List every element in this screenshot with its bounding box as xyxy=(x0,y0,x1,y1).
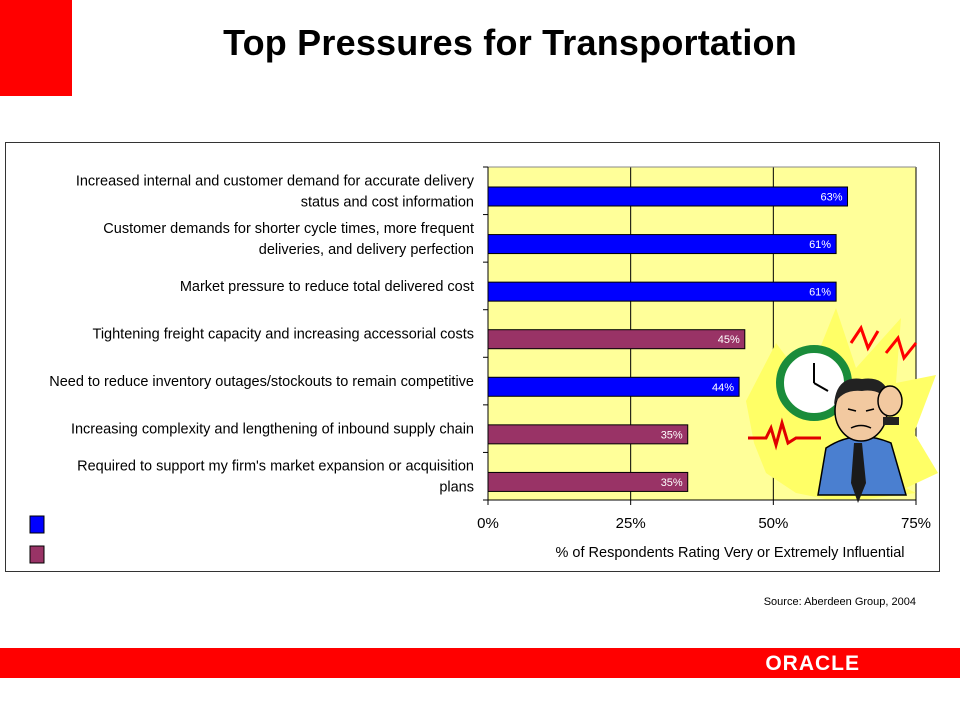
category-label: Need to reduce inventory outages/stockouts to remain competitive xyxy=(49,374,474,391)
slide-title: Top Pressures for Transportation xyxy=(223,22,797,63)
source-note: Source: Aberdeen Group, 2004 xyxy=(763,596,916,608)
bar xyxy=(488,282,836,301)
man-watch xyxy=(883,417,899,425)
bar xyxy=(488,472,688,491)
bar-value-label: 35% xyxy=(660,476,683,489)
bar-chart xyxy=(6,143,941,573)
bar xyxy=(488,425,688,444)
chart-frame xyxy=(5,142,940,572)
legend xyxy=(30,516,44,563)
category-label: Customer demands for shorter cycle times, more frequent xyxy=(103,220,474,237)
x-tick-label: 0% xyxy=(477,515,499,532)
bar-value-label: 61% xyxy=(809,286,832,299)
bar-value-label: 61% xyxy=(809,239,832,252)
category-label: deliveries, and delivery perfection xyxy=(258,241,474,258)
man-hand xyxy=(878,386,902,416)
bar-value-label: 45% xyxy=(717,334,740,347)
category-label: Increasing complexity and lengthening of inbound supply chain xyxy=(70,421,474,438)
bar xyxy=(488,330,745,349)
red-corner-block xyxy=(0,0,72,96)
oracle-logo: ORACLE xyxy=(765,652,860,675)
bar-value-label: 44% xyxy=(712,381,735,394)
category-label: Market pressure to reduce total delivered cost xyxy=(179,278,474,295)
legend-swatch xyxy=(30,516,44,533)
legend-swatch xyxy=(30,546,44,563)
category-label: status and cost information xyxy=(300,194,474,211)
bar-value-label: 63% xyxy=(820,191,843,204)
category-label: plans xyxy=(439,479,474,496)
bar xyxy=(488,377,739,396)
category-labels xyxy=(49,173,475,495)
bar xyxy=(488,187,848,206)
category-label: Increased internal and customer demand for accurate delivery xyxy=(75,173,474,190)
category-label: Tightening freight capacity and increasing accessorial costs xyxy=(92,326,474,343)
x-axis-title: % of Respondents Rating Very or Extremely Influential xyxy=(555,545,905,561)
bar xyxy=(488,235,836,254)
bar-value-label: 35% xyxy=(660,429,683,442)
x-tick-label: 75% xyxy=(900,515,932,532)
x-tick-label: 50% xyxy=(758,515,789,532)
x-tick-label: 25% xyxy=(615,515,646,532)
category-label: Required to support my firm's market expansion or acquisition xyxy=(77,458,474,475)
